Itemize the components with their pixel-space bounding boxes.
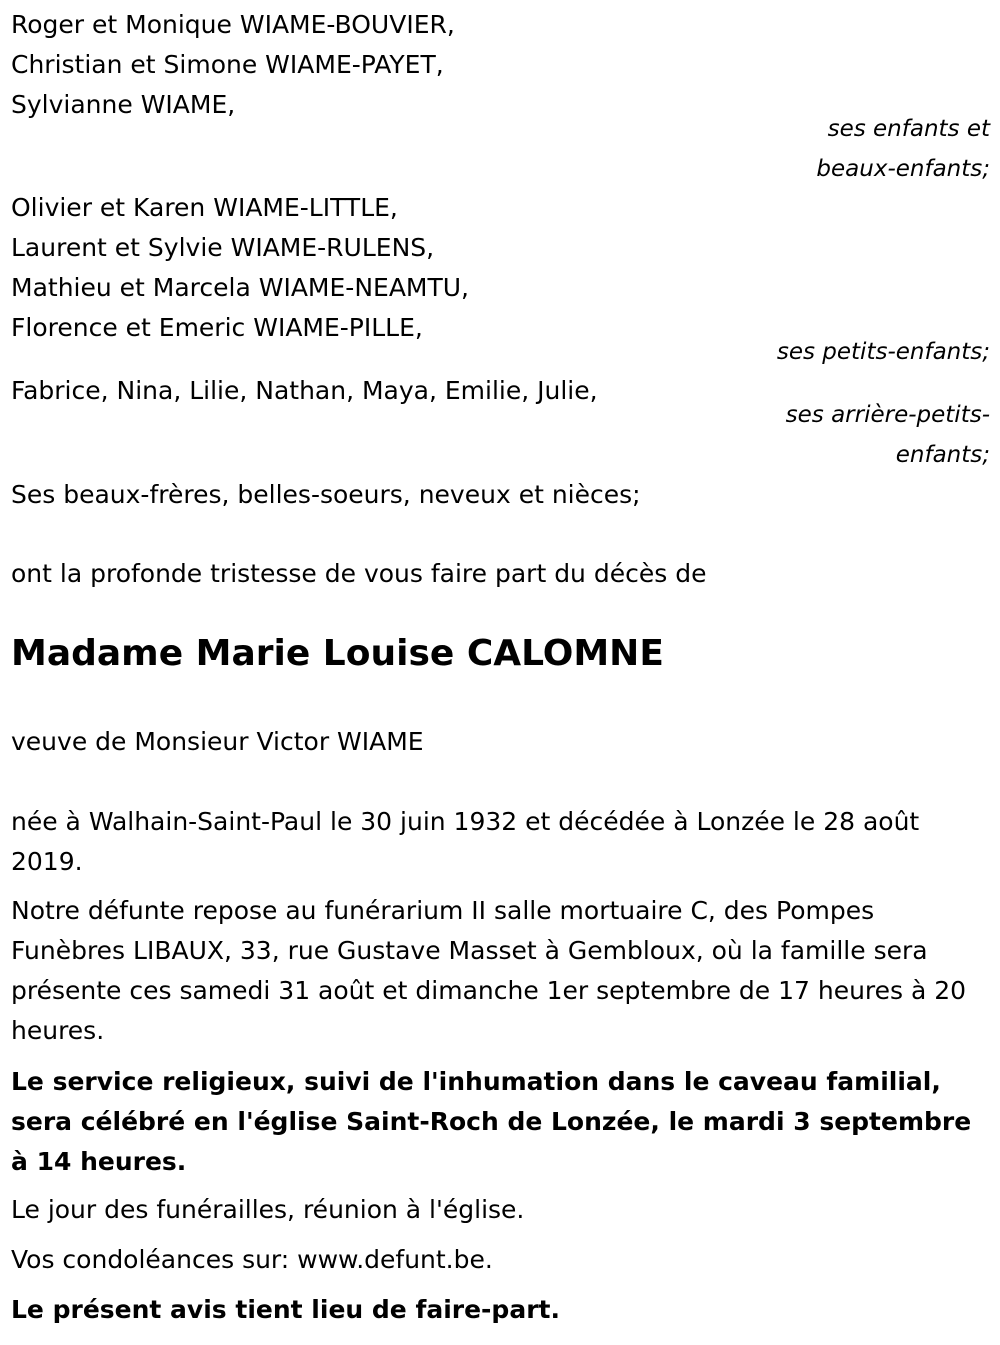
condolences-text: Vos condoléances sur: www.defunt.be.: [11, 1245, 493, 1274]
grandchild-line: Laurent et Sylvie WIAME-RULENS,: [11, 233, 435, 262]
children-role-label: beaux-enfants;: [816, 156, 990, 182]
widow-of-text: veuve de Monsieur Victor WIAME: [11, 727, 424, 756]
grandchild-line: Florence et Emeric WIAME-PILLE,: [11, 313, 423, 342]
grandchildren-role-label: ses petits-enfants;: [776, 339, 990, 365]
grandchild-line: Olivier et Karen WIAME-LITTLE,: [11, 193, 398, 222]
great-grandchildren-line: Fabrice, Nina, Lilie, Nathan, Maya, Emilie, Julie,: [11, 376, 598, 405]
meeting-text: Le jour des funérailles, réunion à l'église.: [11, 1195, 525, 1224]
child-line: Sylvianne WIAME,: [11, 90, 236, 119]
notice-text: Le présent avis tient lieu de faire-part.: [11, 1295, 560, 1324]
great-grandchildren-role-label: enfants;: [895, 442, 990, 468]
grandchild-line: Mathieu et Marcela WIAME-NEAMTU,: [11, 273, 470, 302]
children-role-label: ses enfants et: [827, 116, 990, 142]
child-line: Christian et Simone WIAME-PAYET,: [11, 50, 444, 79]
deceased-name-heading: Madame Marie Louise CALOMNE: [11, 633, 664, 674]
repose-details-text: Notre défunte repose au funérarium II salle mortuaire C, des Pompes Funèbres LIBAUX, 33, rue Gustave Masset à Gembloux, où la famille sera présente ces samedi 31 août et dimanche 1er septembre de 17 heures à 20 heures.: [11, 896, 967, 1045]
service-details-text: Le service religieux, suivi de l'inhumation dans le caveau familial, sera célébré en l'église Saint-Roch de Lonzée, le mardi 3 septembre à 14 heures.: [11, 1067, 972, 1176]
great-grandchildren-role-label: ses arrière-petits-: [785, 402, 990, 428]
birth-death-text: née à Walhain-Saint-Paul le 30 juin 1932 et décédée à Lonzée le 28 août 2019.: [11, 807, 920, 876]
announcement-text: ont la profonde tristesse de vous faire part du décès de: [11, 559, 707, 588]
child-line: Roger et Monique WIAME-BOUVIER,: [11, 10, 455, 39]
other-family-line: Ses beaux-frères, belles-soeurs, neveux et nièces;: [11, 480, 641, 509]
